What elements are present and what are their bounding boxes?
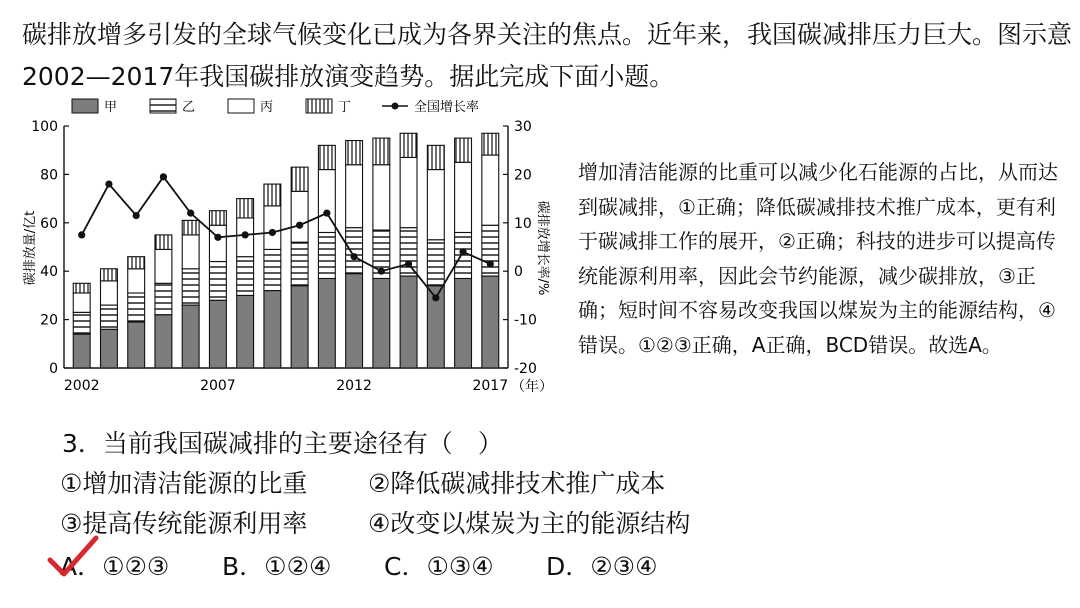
bar-segment-丁 xyxy=(182,220,199,235)
left-tick-label: 100 xyxy=(31,119,58,135)
bar-segment-甲 xyxy=(264,291,281,368)
choice-c[interactable]: C．①③④ xyxy=(384,552,494,581)
answer-explanation: 增加清洁能源的比重可以减少化石能源的占比，从而达到碳减排，①正确；降低碳减排技术推广成本，更有利于碳减排工作的展开，②正确；科技的进步可以提高传统能源利用率，因此会节约能源，减少碳排放，③正确；短时间不容易改变我国以煤炭为主的能源结构，④错误。①②③正确，A正确，BCD错误。故选A。 xyxy=(578,160,1058,357)
bar-segment-丁 xyxy=(482,133,499,155)
legend-item-jia xyxy=(72,99,117,115)
bar-segment-丁 xyxy=(155,235,172,250)
legend-label-bing: 丙 xyxy=(260,100,274,115)
legend-item-ding xyxy=(306,99,351,115)
check-mark-icon xyxy=(46,534,100,580)
right-axis-label: 碳排放增长率/% xyxy=(535,200,550,296)
bar-segment-丁 xyxy=(318,145,335,169)
bar-segment-乙 xyxy=(264,249,281,290)
x-tick-label: 2007 xyxy=(200,378,236,394)
statement-4: ④改变以煤炭为主的能源结构 xyxy=(368,509,691,538)
bar-segment-丁 xyxy=(101,269,118,281)
bar-segment-甲 xyxy=(237,295,254,368)
bar-segment-丙 xyxy=(373,165,390,230)
bar-segment-甲 xyxy=(291,286,308,368)
left-tick-label: 60 xyxy=(40,215,58,232)
statement-3: ③提高传统能源利用率 xyxy=(60,509,308,538)
bar-segment-乙 xyxy=(400,228,417,276)
bar-segment-甲 xyxy=(182,305,199,368)
question-stem: 3．当前我国碳减排的主要途径有（ ） xyxy=(62,429,503,458)
carbon-emission-chart xyxy=(14,96,574,406)
growth-rate-point xyxy=(405,260,412,267)
growth-rate-point xyxy=(105,180,112,187)
bar-segment-丁 xyxy=(264,184,281,206)
left-tick-label: 80 xyxy=(40,167,58,184)
growth-rate-point xyxy=(269,229,276,236)
bar-segment-丁 xyxy=(128,257,145,269)
legend-label-ding: 丁 xyxy=(338,100,352,115)
bar-segment-丙 xyxy=(128,269,145,293)
bar-segment-丙 xyxy=(209,225,226,261)
left-tick-label: 20 xyxy=(40,312,58,329)
bar-segment-乙 xyxy=(182,269,199,305)
legend-label-growth-rate: 全国增长率 xyxy=(414,100,480,115)
bar-segment-丁 xyxy=(400,133,417,157)
bar-segment-乙 xyxy=(155,283,172,314)
right-tick-label: 0 xyxy=(514,264,523,281)
x-tick-label: 2017 xyxy=(472,378,509,394)
right-tick-label: 30 xyxy=(514,119,532,135)
bar-segment-丁 xyxy=(455,138,472,162)
bar-segment-丙 xyxy=(264,206,281,250)
bar-segment-甲 xyxy=(373,278,390,368)
bar-segment-甲 xyxy=(155,315,172,368)
bar-segment-丙 xyxy=(346,165,363,228)
statement-2: ②降低碳减排技术推广成本 xyxy=(368,469,666,498)
bar-segment-乙 xyxy=(291,242,308,286)
bar-segment-甲 xyxy=(209,300,226,368)
legend-item-bing xyxy=(228,99,273,115)
left-tick-label: 0 xyxy=(49,361,58,377)
bar-segment-丙 xyxy=(482,155,499,225)
bar-segment-乙 xyxy=(346,228,363,274)
legend-item-yi xyxy=(150,99,195,115)
growth-rate-point xyxy=(160,173,167,180)
growth-rate-point xyxy=(133,212,140,219)
choice-d[interactable]: D．②③④ xyxy=(546,552,658,581)
bar-segment-丙 xyxy=(400,157,417,227)
bar-segment-丙 xyxy=(101,281,118,305)
bar-segment-乙 xyxy=(318,232,335,278)
growth-rate-point xyxy=(459,248,466,255)
growth-rate-point xyxy=(323,210,330,217)
bar-segment-乙 xyxy=(237,257,254,296)
growth-rate-point xyxy=(242,231,249,238)
x-axis-unit: （年） xyxy=(511,379,553,395)
bar-segment-甲 xyxy=(455,278,472,368)
bar-segment-丁 xyxy=(346,141,363,165)
bar-segment-乙 xyxy=(128,293,145,322)
bar-segment-乙 xyxy=(101,305,118,329)
growth-rate-point xyxy=(78,231,85,238)
bar-segment-乙 xyxy=(427,240,444,286)
right-tick-label: 10 xyxy=(514,215,532,232)
growth-rate-point xyxy=(378,268,385,275)
bar-segment-丁 xyxy=(209,211,226,226)
bar-segment-丙 xyxy=(427,170,444,240)
growth-rate-point xyxy=(214,234,221,241)
bar-segment-丁 xyxy=(427,145,444,169)
growth-rate-point xyxy=(350,253,357,260)
legend-label-jia: 甲 xyxy=(104,100,118,115)
bar-segment-丁 xyxy=(237,199,254,218)
bar-segment-甲 xyxy=(101,329,118,368)
bar-segment-丙 xyxy=(155,249,172,283)
bar-segment-乙 xyxy=(455,232,472,278)
legend-label-yi: 乙 xyxy=(182,100,196,115)
choice-b[interactable]: B．①②④ xyxy=(222,552,332,581)
growth-rate-point xyxy=(487,260,494,267)
bar-segment-丙 xyxy=(455,162,472,232)
bar-segment-乙 xyxy=(482,225,499,276)
left-tick-label: 40 xyxy=(40,264,58,281)
right-tick-label: -20 xyxy=(514,361,537,377)
bar-segment-丙 xyxy=(182,235,199,269)
bar-segment-甲 xyxy=(128,322,145,368)
right-tick-label: 20 xyxy=(514,167,532,184)
bar-segment-丙 xyxy=(73,293,90,312)
left-axis-label: 碳排放量/亿t xyxy=(23,210,38,286)
bar-segment-丙 xyxy=(291,191,308,242)
x-tick-label: 2012 xyxy=(336,378,372,394)
bar-segment-丁 xyxy=(291,167,308,191)
growth-rate-point xyxy=(187,210,194,217)
chart-legend xyxy=(72,99,479,115)
stacked-bars xyxy=(73,133,498,368)
statement-1: ①增加清洁能源的比重 xyxy=(60,469,308,498)
bar-segment-甲 xyxy=(400,276,417,368)
bar-segment-丁 xyxy=(373,138,390,165)
bar-segment-丁 xyxy=(73,283,90,293)
bar-segment-甲 xyxy=(318,278,335,368)
bar-segment-甲 xyxy=(73,334,90,368)
right-tick-label: -10 xyxy=(514,312,537,329)
choice-a[interactable]: A．①②③ xyxy=(60,552,170,581)
legend-item-growth-rate xyxy=(382,100,479,115)
growth-rate-point xyxy=(432,294,439,301)
intro-text: 碳排放增多引发的全球气候变化已成为各界关注的焦点。近年来，我国碳减排压力巨大。图示意2002—2017年我国碳排放演变趋势。据此完成下面小题。 xyxy=(22,20,1073,91)
bar-segment-甲 xyxy=(346,274,363,368)
bar-segment-甲 xyxy=(482,276,499,368)
growth-rate-point xyxy=(296,222,303,229)
x-tick-label: 2002 xyxy=(63,378,100,394)
x-axis-ticks xyxy=(64,378,508,394)
bar-segment-乙 xyxy=(209,262,226,301)
bar-segment-乙 xyxy=(73,312,90,334)
